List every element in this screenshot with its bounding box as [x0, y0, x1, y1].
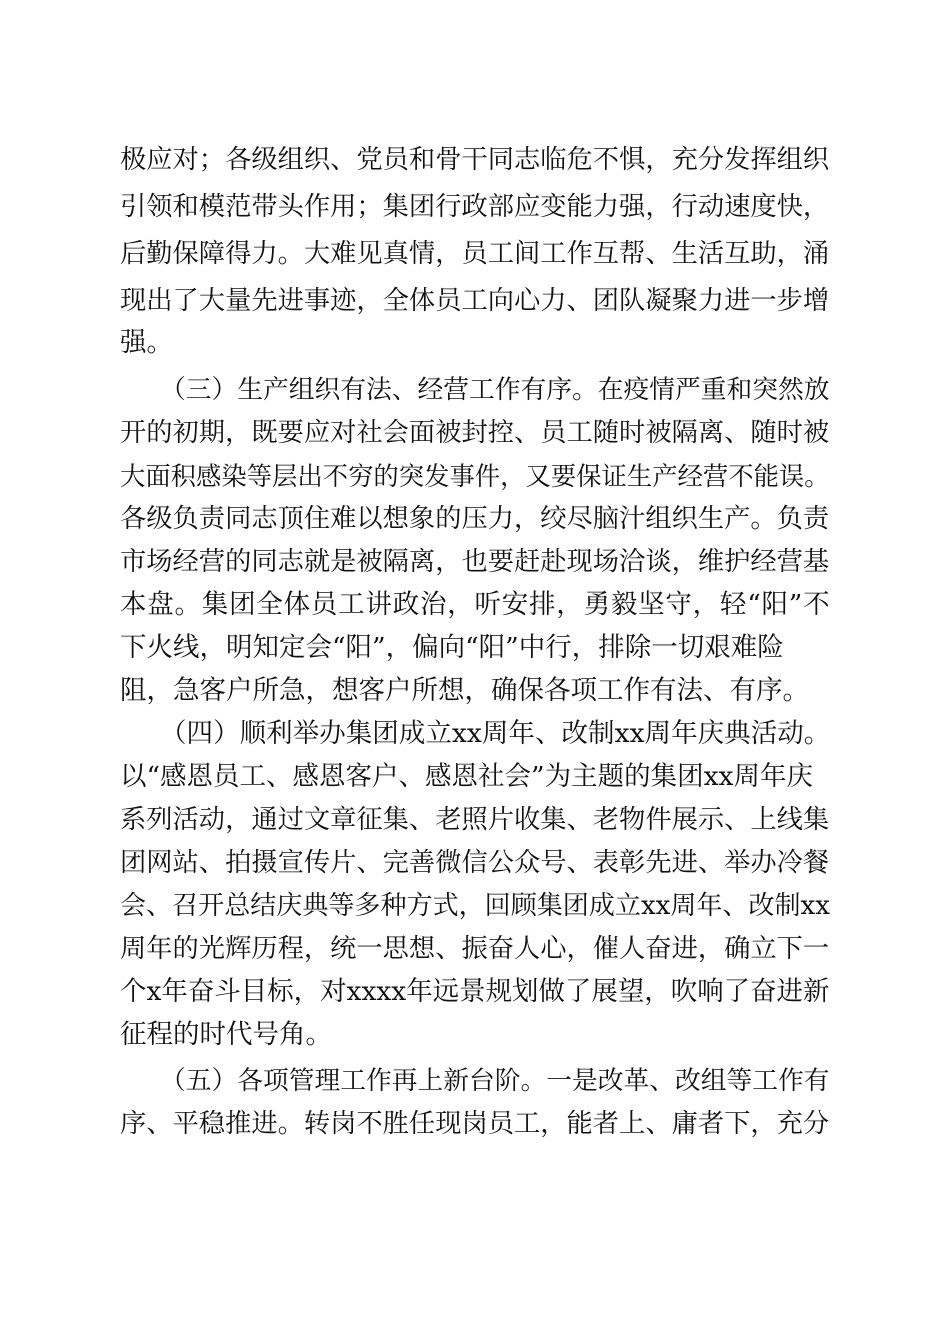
text-line-17: 团网站、拍摄宣传片、完善微信公众号、表彰先进、举办冷餐 — [120, 848, 830, 878]
text-line-1: 极应对；各级组织、党员和骨干同志临危不惧，充分发挥组织 — [120, 145, 830, 175]
text-line-15: 以“感恩员工、感恩客户、感恩社会”为主题的集团xx周年庆 — [120, 761, 813, 792]
text-line-5: 强。 — [120, 327, 173, 358]
text-line-2: 引领和模范带头作用；集团行政部应变能力强，行动速度快， — [120, 192, 830, 222]
text-line-9: 各级负责同志顶住难以想象的压力，绞尽脑汁组织生产。负责 — [120, 504, 830, 534]
text-line-18: 会、召开总结庆典等多种方式，回顾集团成立xx周年、改制xx — [120, 891, 830, 921]
text-line-8: 大面积感染等层出不穷的突发事件，又要保证生产经营不能误。 — [120, 461, 830, 491]
text-line-20: 个x年奋斗目标，对xxxx年远景规划做了展望，吹响了奋进新 — [120, 976, 830, 1007]
section-heading-3: （三）生产组织有法、经营工作有序。在疫情严重和突然放 — [160, 375, 830, 405]
text-line-21: 征程的时代号角。 — [120, 1019, 332, 1050]
text-line-12: 下火线，明知定会“阳”，偏向“阳”中行，排除一切艰难险 — [120, 632, 784, 663]
text-line-10: 市场经营的同志就是被隔离，也要赶赴现场洽谈，维护经营基 — [120, 547, 830, 577]
text-line-16: 系列活动，通过文章征集、老照片收集、老物件展示、上线集 — [120, 805, 830, 835]
text-line-4: 现出了大量先进事迹，全体员工向心力、团队凝聚力进一步增 — [120, 286, 830, 316]
section-heading-4: （四）顺利举办集团成立xx周年、改制xx周年庆典活动。 — [160, 718, 831, 749]
text-line-11: 本盘。集团全体员工讲政治，听安排，勇毅坚守，轻“阳”不 — [120, 589, 831, 620]
text-line-13: 阻，急客户所急，想客户所想，确保各项工作有法、有序。 — [120, 675, 809, 706]
text-line-3: 后勤保障得力。大难见真情，员工间工作互帮、生活互助，涌 — [120, 239, 830, 269]
text-line-7: 开的初期，既要应对社会面被封控、员工随时被隔离、随时被 — [120, 418, 830, 448]
text-line-23: 序、平稳推进。转岗不胜任现岗员工，能者上、庸者下，充分 — [120, 1109, 830, 1139]
section-heading-5: （五）各项管理工作再上新台阶。一是改革、改组等工作有 — [160, 1066, 830, 1096]
text-line-19: 周年的光辉历程，统一思想、振奋人心，催人奋进，确立下一 — [120, 934, 830, 964]
